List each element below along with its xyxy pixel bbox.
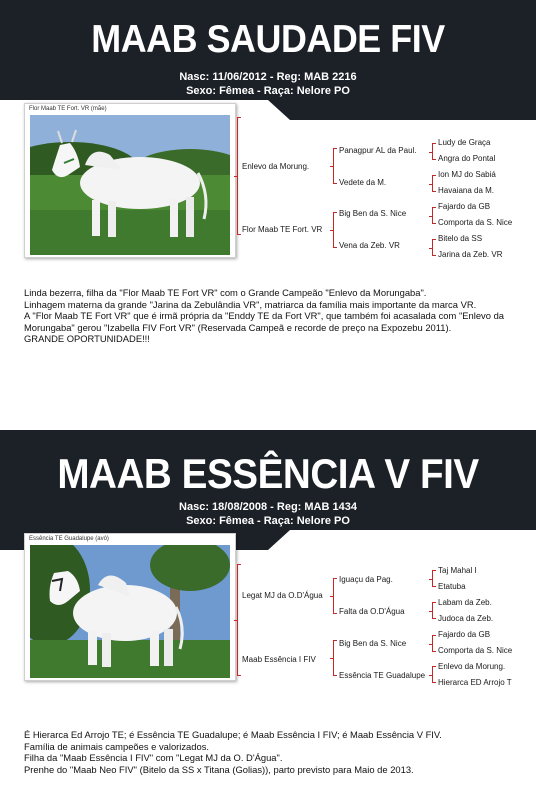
pedigree-brace	[432, 635, 433, 652]
description	[24, 287, 504, 345]
cow-photo	[30, 115, 230, 255]
pedigree-ancestor: Ion MJ do Sabiá	[438, 170, 496, 179]
pedigree-sire-dam: Vedete da M.	[339, 178, 387, 187]
pedigree-brace	[333, 212, 334, 248]
pedigree-ancestor: Jarina da Zeb. VR	[438, 250, 503, 259]
pedigree-brace	[432, 207, 433, 224]
pedigree-sire: Legat MJ da O.D'Água	[242, 591, 323, 600]
animal-title: MAAB ESSÊNCIA V FIV	[57, 450, 479, 497]
pedigree-dam: Maab Essência I FIV	[242, 655, 316, 664]
sex-breed: Sexo: Fêmea - Raça: Nelore PO	[186, 85, 350, 97]
description-line: Linhagem materna da grande "Jarina da Zebulândia VR", matriarca da família mais importante da marca VR.	[24, 298, 477, 310]
pedigree-brace	[237, 117, 238, 235]
animal-meta	[0, 70, 536, 98]
grandam-photo-frame	[24, 533, 236, 681]
pedigree-ancestor: Angra do Pontal	[438, 154, 496, 163]
pedigree-sire-sire: Panagpur AL da Paul.	[339, 146, 417, 155]
description-line: Linda bezerra, filha da "Flor Maab TE Fort VR" com o Grande Campeão "Enlevo da Morungaba".	[24, 287, 427, 298]
description	[24, 729, 504, 775]
pedigree-brace	[237, 564, 238, 676]
description-line: A "Flor Maab TE Fort VR" que é irmã própria da "Enddy TE da Fort VR", que também foi acasalada com "Enlevo da Morungaba" gerou "Izabella FIV Fort VR" (Reservada Campeã e recorde de preço na Expozebu 2011).	[24, 310, 504, 333]
description-line: É Hierarca Ed Arrojo TE; é Essência TE Guadalupe; é Maab Essência I FIV; é Maab Essência V FIV.	[24, 729, 442, 740]
pedigree-sire-dam: Falta da O.D'Água	[339, 607, 405, 616]
pedigree-ancestor: Havaiana da M.	[438, 186, 495, 195]
pedigree-ancestor: Labam da Zeb.	[438, 598, 492, 607]
pedigree-ancestor: Ludy de Graça	[438, 138, 491, 147]
pedigree-brace	[432, 570, 433, 587]
pedigree-brace	[333, 148, 334, 184]
pedigree-dam-sire: Big Ben da S. Nice	[339, 209, 407, 218]
pedigree-dam-dam: Vena da Zeb. VR	[339, 241, 400, 250]
pedigree-brace	[432, 143, 433, 160]
animal-meta	[0, 500, 536, 528]
photo-caption: Essência TE Guadalupe (avó)	[29, 536, 109, 542]
description-line: GRANDE OPORTUNIDADE!!!	[24, 333, 150, 344]
pedigree-ancestor: Enlevo da Morung.	[438, 662, 506, 671]
birth-registration: Nasc: 18/08/2008 - Reg: MAB 1434	[179, 501, 357, 513]
photo-caption: Flor Maab TE Fort. VR (mãe)	[29, 106, 107, 112]
pedigree-ancestor: Bitelo da SS	[438, 234, 483, 243]
description-line: Prenhe do "Maab Neo FIV" (Bitelo da SS x Titana (Golias)), parto previsto para Maio de 2013.	[24, 763, 414, 775]
pedigree-dam-sire: Big Ben da S. Nice	[339, 639, 407, 648]
sex-breed: Sexo: Fêmea - Raça: Nelore PO	[186, 515, 350, 527]
pedigree-brace	[432, 666, 433, 683]
pedigree-brace	[432, 239, 433, 256]
pedigree-brace	[432, 602, 433, 619]
pedigree-ancestor: Comporta da S. Nice	[438, 218, 513, 227]
pedigree-ancestor: Fajardo da GB	[438, 202, 491, 211]
dam-photo-frame	[24, 103, 236, 258]
pedigree-ancestor: Fajardo da GB	[438, 630, 491, 639]
pedigree-ancestor: Hierarca ED Arrojo T	[438, 678, 512, 687]
description-line: Família de animais campeões e valorizados.	[24, 740, 209, 752]
pedigree-dam-dam: Essência TE Guadalupe	[339, 671, 426, 680]
pedigree-ancestor: Taj Mahal I	[438, 566, 477, 575]
description-line: Filha da "Maab Essência I FIV" com "Legat MJ da O. D'Água".	[24, 752, 283, 763]
pedigree-brace	[333, 640, 334, 676]
pedigree-brace	[432, 175, 433, 192]
pedigree-ancestor: Etatuba	[438, 582, 466, 591]
cow-photo	[30, 545, 230, 678]
pedigree-ancestor: Judoca da Zeb.	[438, 614, 494, 623]
birth-registration: Nasc: 11/06/2012 - Reg: MAB 2216	[179, 71, 357, 83]
pedigree-brace	[333, 578, 334, 614]
pedigree-sire: Enlevo da Morung.	[242, 162, 310, 171]
pedigree-ancestor: Comporta da S. Nice	[438, 646, 513, 655]
animal-title: MAAB SAUDADE FIV	[91, 18, 445, 61]
pedigree-sire-sire: Iguaçu da Pag.	[339, 575, 393, 584]
lot-maab-essencia	[0, 400, 536, 800]
pedigree-dam: Flor Maab TE Fort. VR	[242, 225, 323, 234]
